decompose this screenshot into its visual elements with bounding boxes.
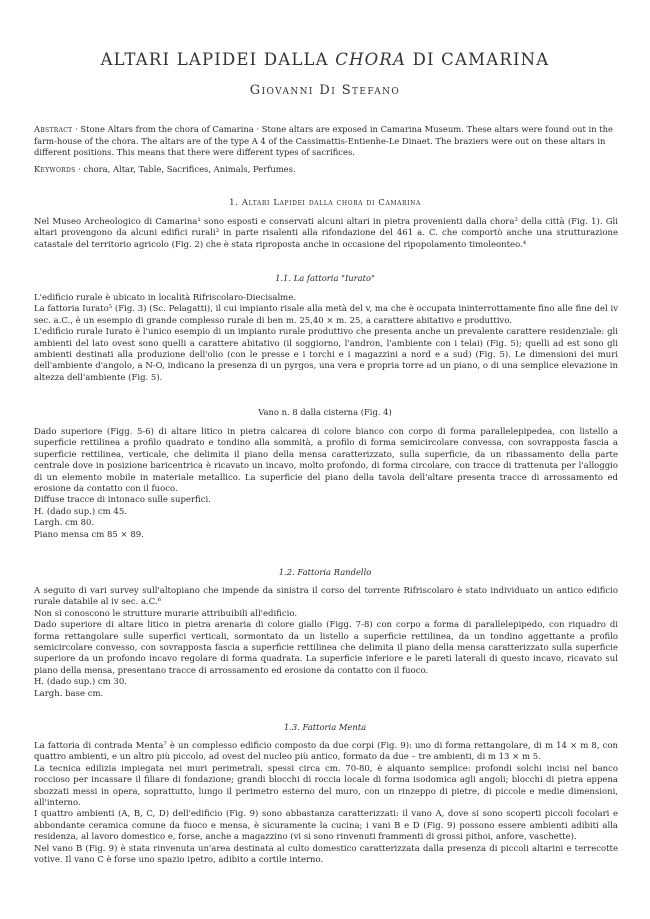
- paragraph: Dado superiore (Figg. 5-6) di altare litico in pietra calcarea di colore bianco con corpo di forma parallelepipedea, con listello a superficie rettilinea a profilo quadrato e tondino alla sommità, a profilo di forma semicircolare convessa, con sovrapposta fascia a superficie rettilinea, verticale, che delimita il piano della mensa caratterizzato, sulla superficie, da un ribassamento della parte centrale dove in posizione baricentrica è ricavato un incavo, molto profondo, di forma circolare, con tracce di trattenuta per l'alloggio di un elemento mobile in materiale metallico. La superficie del piano della tavola dell'altare presenta tracce di arrossamento ed erosione da contatto con il fuoco.: [34, 427, 618, 495]
- abstract-text: · Stone Altars from the chora of Camarina · Stone altars are exposed in Camarina Museum. These altars were found out in the farm-house of the chora. The altars are of the type A 4 of the Cassimattis-Entienhe-Le Dinaet. The braziers were out on these altars in different positions. This means that there were different types of sacrifices.: [34, 124, 613, 157]
- section-1-body: [34, 217, 618, 251]
- paragraph: Dado superiore di altare litico in pietra arenaria di colore giallo (Figg. 7-8) con corpo a forma di parallelepipedo, con riquadro di forma rettangolare sulle superfici verticali, sormontato da un listello a superficie rettilinea, da un tondino aggettante a profilo semicircolare convesso, con sovrapposta fascia a superficie rettilinea che delimita il piano della mensa caratterizzato sulla superficie superiore da un profondo incavo regolare di forma quadrata. La superficie inferiore e le pareti laterali di questo incavo, ricavato sul piano della mensa, presentano tracce di arrossamento ed erosione da contatto con il fuoco.: [34, 620, 618, 676]
- section-heading-1-1: 1.1. La fattoria "Iurato": [275, 273, 375, 283]
- section-1-2-body: [34, 586, 618, 700]
- keywords-label: Keywords: [34, 164, 76, 174]
- section-1-3-body: [34, 741, 618, 866]
- paragraph: A seguito di vari survey sull'altopiano che impende da sinistra il corso del torrente Rifriscolaro è stato individuato un antico edificio rurale databile al iv sec. a.C.⁶: [34, 586, 618, 608]
- abstract: [34, 124, 618, 159]
- paragraph: L'edificio rurale Iurato è l'unico esempio di un impianto rurale produttivo che presenta anche un prevalente carattere residenziale: gli ambienti del lato ovest sono quelli a carattere abitativo (il soggiorno, l'andron, l'ambiente con i telai) (Fig. 5); quelli ad est sono gli ambienti destinati alla produzione dell'olio (con le presse e i torchi e i magazzini a nord e a sud) (Fig. 5). Le dimensioni dei muri dell'ambiente d'angolo, a N-O, indicano la presenza di un pyrgos, una vera e propria torre ad un piano, o di una semplice elevazione in altezza dell'ambiente (Fig. 5).: [34, 327, 618, 383]
- paragraph: La fattoria di contrada Menta⁷ è un complesso edificio composto da due corpi (Fig. 9): uno di forma rettangolare, di m 14 × m 8, con quattro ambienti, e un altro più piccolo, ad ovest del nucleo più antico, formato da due – tre ambienti, di m 13 × m 5.: [34, 741, 618, 763]
- paragraph: H. (dado sup.) cm 45.: [34, 506, 127, 517]
- abstract-label: Abstract: [34, 124, 73, 134]
- paragraph: L'edificio rurale è ubicato in località Rifriscolaro-Diecisalme.: [34, 293, 296, 303]
- paragraph: Nel Museo Archeologico di Camarina¹ sono esposti e conservati alcuni altari in pietra provenienti dalla chora² della città (Fig. 1). Gli altari provengono da alcuni edifici rurali³ in parte risalenti alla rifondazione del 461 a. C. che comportò anche una strutturazione catastale del territorio agricolo (Fig. 2) che è stata riproposta anche in occasione del ripopolamento timoleonteo.⁴: [34, 217, 618, 250]
- paragraph: La fattoria Iurato⁵ (Fig. 3) (Sc. Pelagatti), il cui impianto risale alla metà del v, ma che è occupata ininterrottamente fino alle fine del iv sec. a.C., è un esempio di grande complesso rurale di ben m. 25,40 × m. 25, a carattere abitativo e produttivo.: [34, 304, 618, 326]
- vano-8-body: [34, 427, 618, 541]
- section-heading-1: 1. Altari Lapidei dalla chora di Camarina: [229, 198, 421, 208]
- section-1-1-body: [34, 293, 618, 384]
- keywords: [34, 164, 618, 176]
- paragraph: I quattro ambienti (A, B, C, D) dell'edificio (Fig. 9) sono abbastanza caratterizzati: il vano A, dove si sono scoperti piccoli focolari e abbondante ceramica comune da fuoco e mensa, è sicuramente la cucina; i vani B e D (Fig. 9) possono essere ambienti adibiti alla residenza, al lavoro domestico e, forse, anche a magazzino (vi si sono rinvenuti frammenti di grossi pithoi, anfore, vaschette).: [34, 809, 618, 843]
- paragraph: H. (dado sup.) cm 30.: [34, 677, 127, 688]
- paragraph: Non si conoscono le strutture murarie attribuibili all'edificio.: [34, 608, 298, 619]
- paragraph: Piano mensa cm 85 × 89.: [34, 529, 144, 540]
- paragraph: Largh. cm 80.: [34, 518, 95, 529]
- section-heading-1-2: 1.2. Fattoria Randello: [278, 567, 372, 577]
- paragraph: La tecnica edilizia impiegata nei muri perimetrali, spessi circa cm. 70-80, è alquanto semplice: profondi solchi incisi nel banco roccioso per incassare il filiare di fondazione; grandi blocchi di roccia locale di forma isodomica agli angoli; blocchi di pietra appena sbozzati messi in opera, soprattutto, lungo il perimetro esterno del muro, con un rinzeppo di pietre, di piccole e medie dimensioni, all'interno.: [34, 763, 618, 809]
- section-heading-1-3: 1.3. Fattoria Menta: [283, 722, 367, 732]
- article-author: Giovanni Di Stefano: [249, 83, 401, 98]
- keywords-text: · chora, Altar, Table, Sacrifices, Animals, Perfumes.: [75, 164, 296, 174]
- paragraph: Nel vano B (Fig. 9) è stata rinvenuta un'area destinata al culto domestico caratterizzata dalla presenza di piccoli altarini e terrecotte votive. Il vano C è forse uno spazio ipetro, adibito a cortile interno.: [34, 843, 618, 866]
- article-title: ALTARI LAPIDEI DALLA CHORA DI CAMARINA: [100, 50, 550, 69]
- vano-8-heading: Vano n. 8 dalla cisterna (Fig. 4): [258, 407, 392, 417]
- paragraph: Largh. base cm.: [34, 688, 104, 699]
- paragraph: Diffuse tracce di intonaco sulle superfici.: [34, 495, 211, 506]
